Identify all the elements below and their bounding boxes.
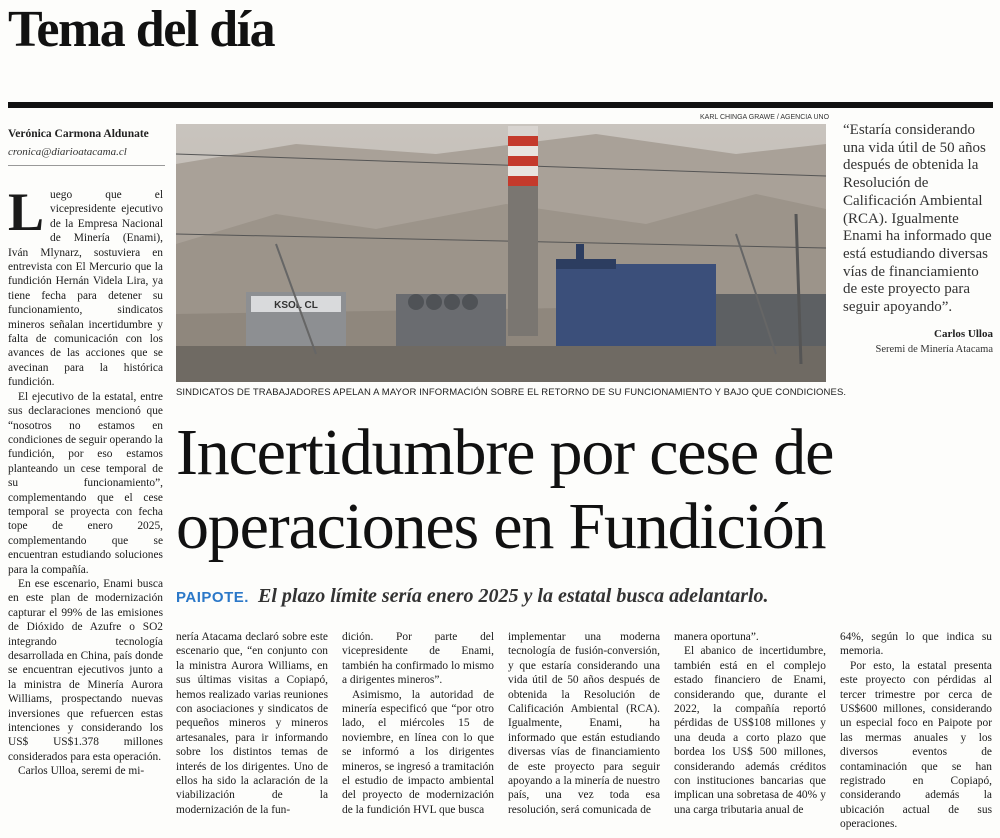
- smelter-photo: [176, 124, 826, 382]
- byline-email: cronica@diarioatacama.cl: [8, 146, 127, 158]
- paragraph: El ejecutivo de la estatal, entre sus declaraciones mencionó que “nosotros no estamos en condiciones de seguir operando la fundición, por eso estamos planteando un cese temporal de su funcionamiento”, complementando que el cese temporal se proyecta con fecha tope de enero 2025, complementando que se encuentran estudiando soluciones para la compañía.: [8, 390, 163, 576]
- paragraph: nería Atacama declaró sobre este escenario que, “en conjunto con la ministra Aurora Williams, en sus últimas visitas a Copiapó, hemos realizado varias reuniones con asociaciones y sindicatos de pequeños mineros y mineros artesanales, para ir informando sobre los distintos temas de interés de los dirigentes. Uno de ellos ha sido la aclaración de la viabilización de la modernización de la fun-: [176, 631, 328, 816]
- pull-quote: “Estaría considerando una vida útil de 50 años después de obtenida la Resolución de Calificación Ambiental (RCA). Igualmente Enami ha informado que está estudiando diversas vías de financiamiento de este proyecto para seguir apoyando”.: [843, 122, 992, 316]
- byline-name: Verónica Carmona Aldunate: [8, 128, 149, 140]
- paragraph: uego que el vicepresidente ejecutivo de la Empresa Nacional de Minería (Enami), Iván Mlynarz, sostuviera en entrevista con El Mercurio que la fundición Hernán Videla Lira, ya tiene fecha para detener su funcionamiento, sindicatos mineros señalan incertidumbre y falta de comunicación con los avances de las acciones que se avecinan para la histórica fundición.: [8, 189, 163, 389]
- headline: [176, 416, 996, 564]
- paragraph: En ese escenario, Enami busca en este plan de modernización capturar el 99% de las emisiones de Dióxido de Azufre o SO2 integrando tecnología desarrollada en China, país donde se encuentran ejecutivos junto a la ministra de Minería Aurora Williams, prospectando nuevas inversiones que refuercen estas intenciones y considerando los US$ US$1.378 millones considerados para esta operación.: [8, 577, 163, 763]
- chimney-sign: KSOL CL: [274, 300, 318, 311]
- paragraph: manera oportuna”.: [674, 631, 759, 643]
- headline-line-2: operaciones en Fundición: [176, 490, 826, 563]
- headline-line-1: Incertidumbre por cese de: [176, 416, 834, 489]
- photo-caption: SINDICATOS DE TRABAJADORES APELAN A MAYOR INFORMACIÓN SOBRE EL RETORNO DE SU FUNCIONAMIENTO Y BAJO QUE CONDICIONES.: [176, 387, 847, 398]
- section-title: Tema del día: [8, 1, 275, 58]
- article-column-6: [840, 630, 992, 838]
- article-column-2: [176, 630, 328, 838]
- smelter-illustration: [176, 124, 826, 382]
- article-column-5: [674, 630, 826, 838]
- article-column-3: [342, 630, 494, 838]
- paragraph: implementar una moderna tecnología de fusión-conversión, y que estaría considerando una vida útil de 50 años después de obtenida la Resolución de Calificación Ambiental (RCA). Igualmente, Enami, ha informado que están estudiando diversas vías de financiamiento de este proyecto para seguir apoyando a la minería de nuestro país, una vez toda esa resolución, será comunicada de: [508, 631, 660, 816]
- byline-divider: [8, 165, 165, 166]
- paragraph: Por esto, la estatal presenta este proyecto con pérdidas al tercer trimestre por cerca de US$600 millones, considerando un especial foco en Paipote por las mermas anuales y los diversos eventos de contaminación que se han registrado en Copiapó, considerando además la ubicación actual de sus operaciones.: [840, 659, 992, 831]
- article-column-1: [8, 188, 163, 838]
- paragraph: Asimismo, la autoridad de minería especificó que “por otro lado, el miércoles 15 de noviembre, en línea con lo que se informó a los dirigentes mineros, se ingresó a tramitación el estudio de impacto ambiental del proyecto de modernización de la fundición HVL que busca: [342, 688, 494, 816]
- paragraph: Carlos Ulloa, seremi de mi-: [18, 765, 145, 778]
- section-rule: [8, 102, 993, 108]
- paragraph: dición. Por parte del vicepresidente de Enami, también ha confirmado lo mismo a dirigentes mineros”.: [342, 631, 494, 687]
- paragraph: El abanico de incertidumbre, también está en el complejo estado financiero de Enami, considerando que, durante el 2022, la compañía reportó pérdidas de US$108 millones y una deuda a corto plazo que bordea los US$ 500 millones, considerando además créditos con instituciones bancarias que implican una sobretasa de 40% y una carga tributaria anual de: [674, 645, 826, 816]
- pull-quote-author: Carlos Ulloa: [934, 328, 993, 340]
- pull-quote-role: Seremi de Minería Atacama: [875, 344, 993, 355]
- photo-credit: KARL CHINGA GRAWE / AGENCIA UNO: [700, 114, 830, 121]
- dropcap: L: [8, 188, 45, 242]
- kicker: [176, 585, 769, 608]
- article-column-4: [508, 630, 660, 838]
- paragraph: 64%, según lo que indica su memoria.: [840, 631, 992, 658]
- kicker-label: PAIPOTE.: [176, 589, 249, 606]
- subheadline: El plazo límite sería enero 2025 y la estatal busca adelantarlo.: [258, 585, 769, 607]
